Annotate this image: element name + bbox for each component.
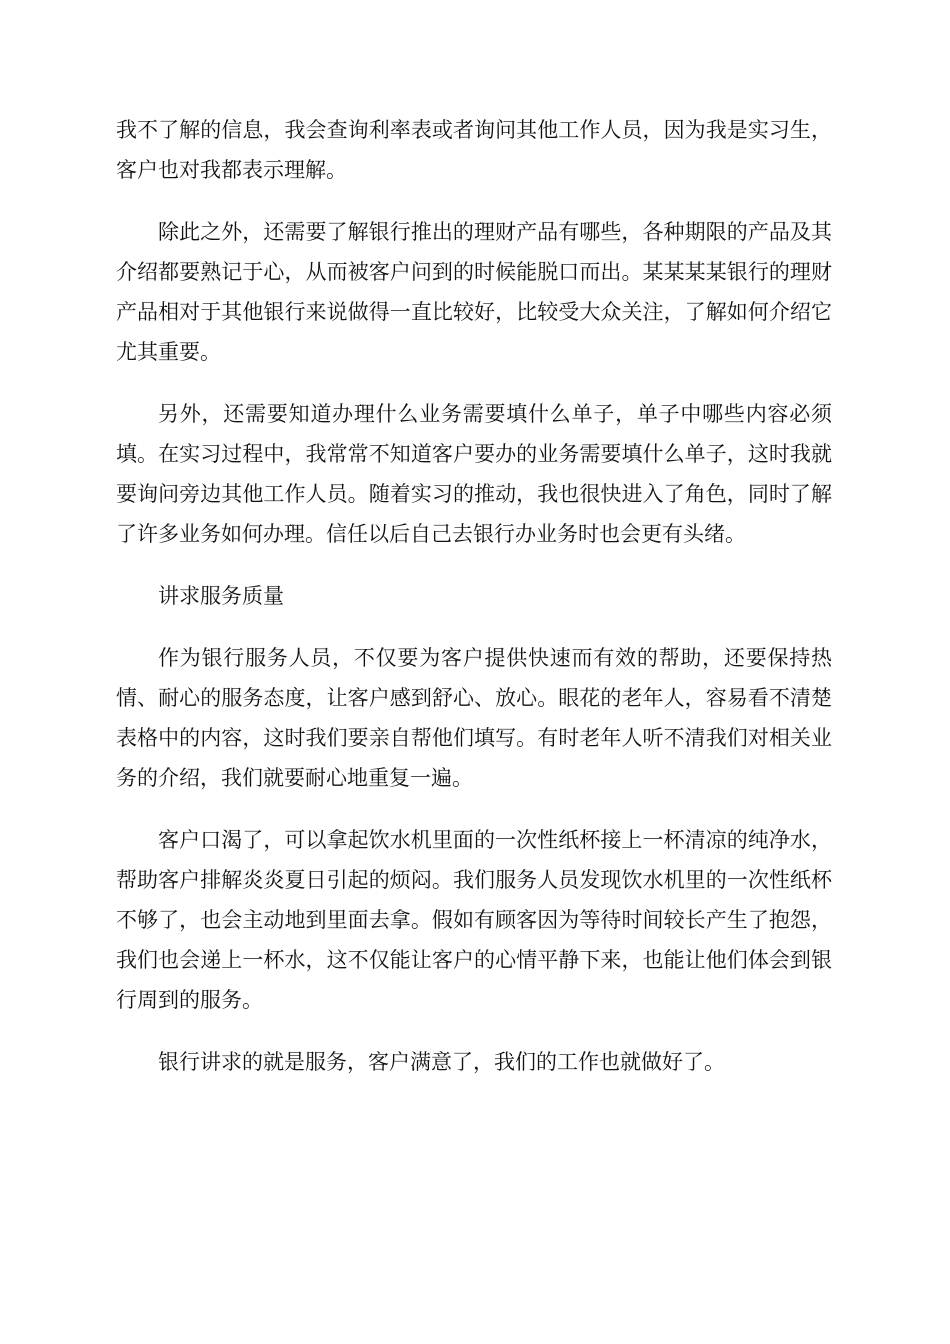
document-body bbox=[116, 110, 832, 1104]
paragraph-1: 我不了解的信息，我会查询利率表或者询问其他工作人员，因为我是实习生，客户也对我都表示理解。 bbox=[116, 118, 832, 182]
paragraph-2: 除此之外，还需要了解银行推出的理财产品有哪些，各种期限的产品及其介绍都要熟记于心，从而被客户问到的时候能脱口而出。某某某某银行的理财产品相对于其他银行来说做得一直比较好，比较受大众关注，了解如何介绍它尤其重要。 bbox=[116, 220, 832, 364]
section-heading: 讲求服务质量 bbox=[158, 584, 284, 608]
paragraph-6: 银行讲求的就是服务，客户满意了，我们的工作也就做好了。 bbox=[158, 1050, 725, 1074]
paragraph-4: 作为银行服务人员，不仅要为客户提供快速而有效的帮助，还要保持热情、耐心的服务态度，让客户感到舒心、放心。眼花的老年人，容易看不清楚表格中的内容，这时我们要亲自帮他们填写。有时老年人听不清我们对相关业务的介绍，我们就要耐心地重复一遍。 bbox=[116, 646, 832, 790]
paragraph-5: 客户口渴了，可以拿起饮水机里面的一次性纸杯接上一杯清凉的纯净水，帮助客户排解炎炎夏日引起的烦闷。我们服务人员发现饮水机里的一次性纸杯不够了，也会主动地到里面去拿。假如有顾客因为等待时间较长产生了抱怨，我们也会递上一杯水，这不仅能让客户的心情平静下来，也能让他们体会到银行周到的服务。 bbox=[116, 828, 832, 1012]
paragraph-3: 另外，还需要知道办理什么业务需要填什么单子，单子中哪些内容必须填。在实习过程中，我常常不知道客户要办的业务需要填什么单子，这时我就要询问旁边其他工作人员。随着实习的推动，我也很快进入了角色，同时了解了许多业务如何办理。信任以后自己去银行办业务时也会更有头绪。 bbox=[116, 402, 832, 546]
